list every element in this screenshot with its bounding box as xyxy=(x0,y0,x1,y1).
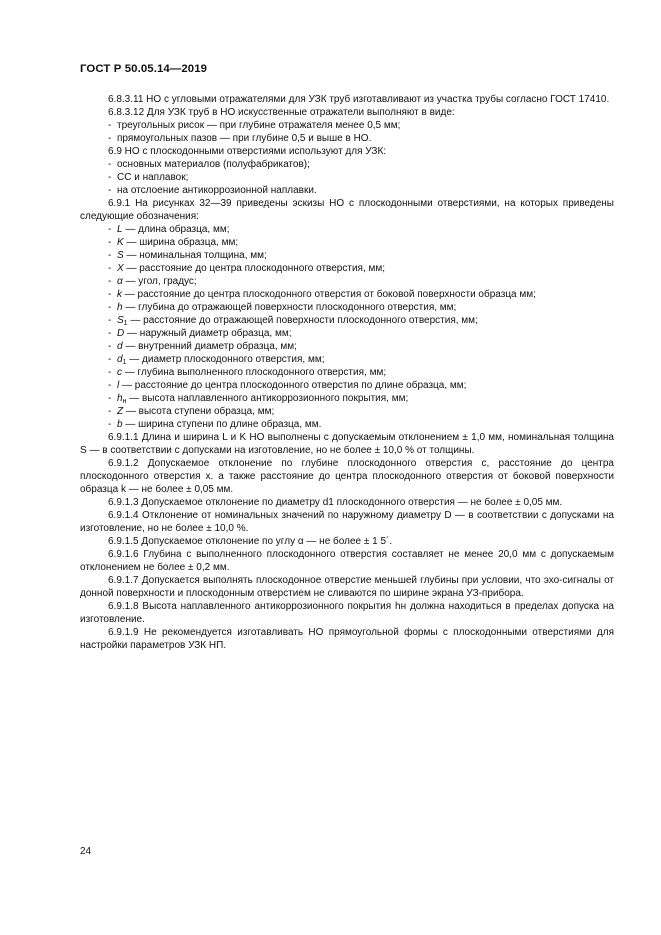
paragraph-text: — расстояние до центра плоскодонного отверстия, мм; xyxy=(123,263,386,274)
paragraph xyxy=(80,197,614,223)
paragraph-text: 6.9.1.1 Длина и ширина L и K НО выполнены с допускаемым отклонением ± 1,0 мм, номинальная толщина S — в соответствии с допусками на изготовление, но не более ± 10,0 % от толщины. xyxy=(80,432,614,456)
paragraph-text: СС и наплавок; xyxy=(117,172,189,183)
symbol: X xyxy=(117,263,124,274)
list-item xyxy=(80,366,614,379)
list-dash: - xyxy=(108,406,112,417)
list-item xyxy=(80,171,614,184)
paragraph-text: 6.8.3.12 Для УЗК труб в НО искусственные отражатели выполняют в виде: xyxy=(108,107,455,118)
paragraph-text: 6.9.1.6 Глубина c выполненного плоскодонного отверстия составляет не менее 20,0 мм с допускаемым отклонением не более ± 0,2 мм. xyxy=(80,549,614,573)
symbol: d xyxy=(117,354,123,365)
list-item xyxy=(80,314,614,327)
list-item xyxy=(80,327,614,340)
list-item xyxy=(80,158,614,171)
paragraph-text: — расстояние до центра плоскодонного отверстия по длине образца, мм; xyxy=(119,380,467,391)
paragraph xyxy=(80,535,614,548)
list-item xyxy=(80,275,614,288)
paragraph-text: — внутренний диаметр образца, мм; xyxy=(122,341,297,352)
paragraph xyxy=(80,145,614,158)
list-item xyxy=(80,418,614,431)
list-item xyxy=(80,132,614,145)
paragraph-text: 6.9.1.4 Отклонение от номинальных значений по наружному диаметру D — в соответствии с допусками на изготовление, но не более ± 10,0 %. xyxy=(80,510,614,534)
list-dash: - xyxy=(108,419,112,430)
paragraph xyxy=(80,496,614,509)
list-dash: - xyxy=(108,328,112,339)
list-item xyxy=(80,249,614,262)
paragraph xyxy=(80,626,614,652)
symbol-subscript: 1 xyxy=(123,320,128,327)
list-dash: - xyxy=(108,224,112,235)
list-dash: - xyxy=(108,276,112,287)
list-item xyxy=(80,223,614,236)
paragraph-text: прямоугольных пазов — при глубине 0,5 и выше в НО. xyxy=(117,133,372,144)
list-item xyxy=(80,353,614,366)
paragraph-text: 6.9 НО с плоскодонными отверстиями используют для УЗК: xyxy=(108,146,387,157)
list-dash: - xyxy=(108,380,112,391)
list-dash: - xyxy=(108,263,112,274)
paragraph-text: 6.9.1.3 Допускаемое отклонение по диаметру d1 плоскодонного отверстия — не более ± 0,05 мм. xyxy=(108,497,563,508)
symbol: D xyxy=(117,328,125,339)
symbol-subscript: н xyxy=(122,398,127,405)
paragraph-text: 6.9.1.8 Высота наплавленного антикоррозионного покрытия hн должна находиться в пределах допуска на изготовление. xyxy=(80,601,614,625)
list-item xyxy=(80,379,614,392)
list-dash: - xyxy=(108,315,112,326)
list-dash: - xyxy=(108,250,112,261)
list-item xyxy=(80,288,614,301)
paragraph-text: — расстояние до центра плоскодонного отверстия от боковой поверхности образца мм; xyxy=(122,289,536,300)
paragraph-text: 6.9.1.9 Не рекомендуется изготавливать НО прямоугольной формы с плоскодонными отверстиями для настройки параметров УЗК НП. xyxy=(80,627,614,651)
list-dash: - xyxy=(108,393,112,404)
paragraph-text: — высота наплавленного антикоррозионного покрытия, мм; xyxy=(126,393,409,404)
symbol: b xyxy=(117,419,123,430)
list-item xyxy=(80,236,614,249)
list-item xyxy=(80,301,614,314)
paragraph xyxy=(80,93,614,106)
symbol: K xyxy=(117,237,124,248)
symbol: l xyxy=(117,380,120,391)
paragraph xyxy=(80,574,614,600)
symbol: S xyxy=(117,315,124,326)
list-item xyxy=(80,262,614,275)
paragraph-text: — ширина образца, мм; xyxy=(123,237,239,248)
paragraph-text: — ширина ступени по длине образца, мм. xyxy=(122,419,322,430)
paragraph xyxy=(80,457,614,496)
list-dash: - xyxy=(108,185,112,196)
list-dash: - xyxy=(108,367,112,378)
symbol: k xyxy=(117,289,122,300)
paragraph xyxy=(80,548,614,574)
paragraph-text: — номинальная толщина, мм; xyxy=(123,250,267,261)
symbol: S xyxy=(117,250,124,261)
paragraph-text: треугольных рисок — при глубине отражателя менее 0,5 мм; xyxy=(117,120,401,131)
paragraph-text: основных материалов (полуфабрикатов); xyxy=(117,159,310,170)
paragraph-text: — высота ступени образца, мм; xyxy=(123,406,275,417)
symbol: c xyxy=(117,367,122,378)
list-dash: - xyxy=(108,341,112,352)
list-dash: - xyxy=(108,237,112,248)
list-item xyxy=(80,405,614,418)
list-item xyxy=(80,392,614,405)
list-dash: - xyxy=(108,120,112,131)
page-number: 24 xyxy=(80,846,92,857)
list-item xyxy=(80,184,614,197)
symbol-subscript: 1 xyxy=(122,359,127,366)
paragraph-text: на отслоение антикоррозионной наплавки. xyxy=(117,185,317,196)
document-body xyxy=(80,93,614,652)
paragraph-text: 6.9.1.2 Допускаемое отклонение по глубине плоскодонного отверстия c, расстояние до центра плоскодонного отверстия x. а также расстояние до центра плоскодонного отверстия от боковой поверхности образца k — не более ± 0,05 мм. xyxy=(80,458,614,495)
paragraph-text: 6.9.1.7 Допускается выполнять плоскодонное отверстие меньшей глубины при условии, что эхо-сигналы от донной поверхности и плоскодонным отверстием не сливаются по ширине экрана УЗ-прибора. xyxy=(80,575,614,599)
paragraph-text: — диаметр плоскодонного отверстия, мм; xyxy=(126,354,325,365)
paragraph-text: — глубина выполненного плоскодонного отверстия, мм; xyxy=(122,367,387,378)
list-item xyxy=(80,340,614,353)
list-dash: - xyxy=(108,354,112,365)
paragraph-text: — наружный диаметр образца, мм; xyxy=(124,328,292,339)
symbol: L xyxy=(117,224,123,235)
paragraph-text: — глубина до отражающей поверхности плоскодонного отверстия, мм; xyxy=(122,302,457,313)
paragraph-text: — угол, градус; xyxy=(122,276,197,287)
list-dash: - xyxy=(108,172,112,183)
symbol: h xyxy=(117,302,123,313)
paragraph-text: 6.9.1.5 Допускаемое отклонение по углу α — не более ± 1 5´. xyxy=(108,536,393,547)
paragraph-text: 6.8.3.11 НО с угловыми отражателями для УЗК труб изготавливают из участка трубы согласно ГОСТ 17410. xyxy=(108,94,610,105)
paragraph-text: 6.9.1 На рисунках 32—39 приведены эскизы НО с плоскодонными отверстиями, на которых приведены следующие обозначения: xyxy=(80,198,614,222)
paragraph xyxy=(80,106,614,119)
symbol: α xyxy=(117,276,123,287)
list-dash: - xyxy=(108,133,112,144)
list-dash: - xyxy=(108,159,112,170)
document-header: ГОСТ Р 50.05.14—2019 xyxy=(80,63,208,75)
paragraph-text: — расстояние до отражающей поверхности плоскодонного отверстия, мм; xyxy=(127,315,478,326)
list-dash: - xyxy=(108,289,112,300)
paragraph-text: — длина образца, мм; xyxy=(122,224,230,235)
paragraph xyxy=(80,600,614,626)
symbol: h xyxy=(117,393,123,404)
paragraph xyxy=(80,509,614,535)
symbol: d xyxy=(117,341,123,352)
list-item xyxy=(80,119,614,132)
paragraph xyxy=(80,431,614,457)
list-dash: - xyxy=(108,302,112,313)
symbol: Z xyxy=(117,406,124,417)
